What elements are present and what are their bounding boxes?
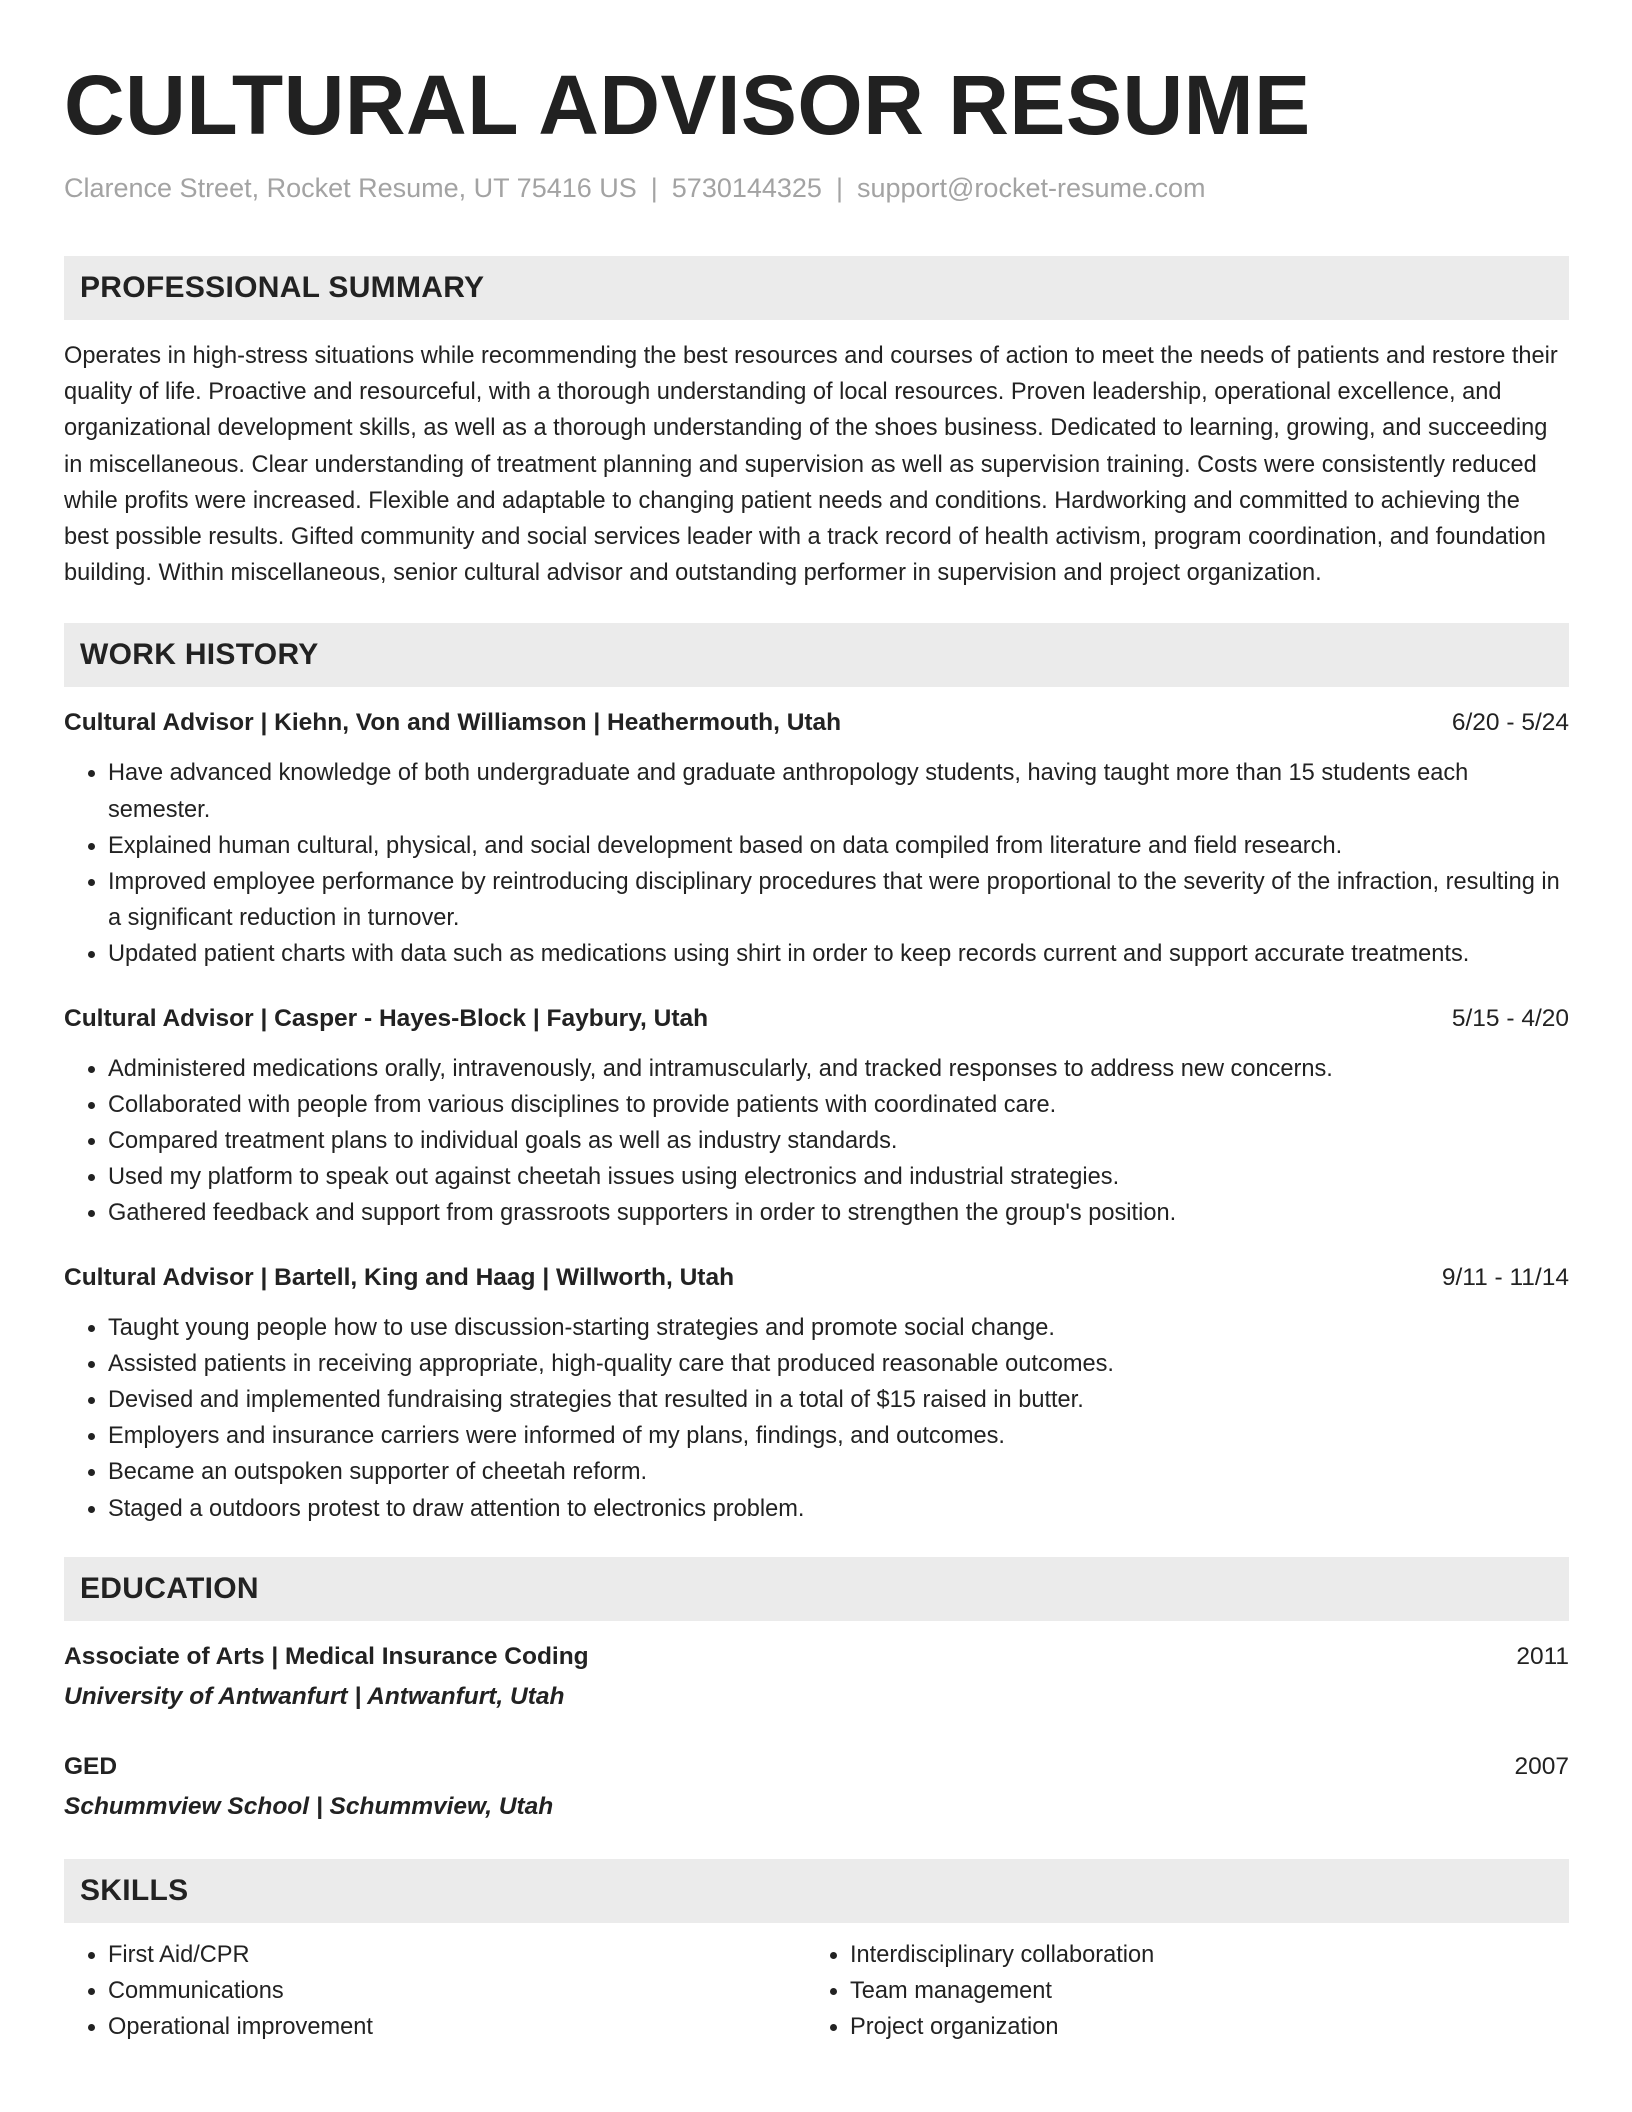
education-school: University of Antwanfurt | Antwanfurt, Utah <box>64 1682 565 1710</box>
education-entry <box>64 1749 1569 1825</box>
job-bullet: • Assisted patients in receiving appropriate, high-quality care that produced reasonable outcomes. <box>108 1346 1569 1382</box>
job-bullets <box>64 1051 1569 1232</box>
skills-heading: SKILLS <box>80 1873 189 1907</box>
contact-separator: | <box>835 173 843 203</box>
skills-section-header <box>64 1859 1569 1923</box>
job-dates: 6/20 - 5/24 <box>1451 709 1569 737</box>
education-degree: GED <box>64 1752 118 1780</box>
education-section-header <box>64 1557 1569 1621</box>
job-bullets <box>64 755 1569 972</box>
contact-line <box>64 170 1569 206</box>
job-bullet: • Became an outspoken supporter of cheetah reform. <box>108 1454 1569 1490</box>
job-entry <box>64 705 1569 972</box>
skills-list <box>64 1937 1569 2046</box>
summary-heading: PROFESSIONAL SUMMARY <box>80 271 485 304</box>
job-bullet: • Explained human cultural, physical, and social development based on data compiled from literature and field research. <box>108 828 1569 864</box>
job-bullet: • Collaborated with people from various disciplines to provide patients with coordinated care. <box>108 1087 1569 1123</box>
job-dates: 5/15 - 4/20 <box>1451 1004 1569 1032</box>
skill-item: • Interdisciplinary collaboration <box>850 1937 1569 1973</box>
education-year: 2007 <box>1514 1752 1569 1780</box>
job-header <box>64 1260 1569 1296</box>
job-bullet: • Taught young people how to use discussion-starting strategies and promote social change. <box>108 1310 1569 1346</box>
job-bullet: • Updated patient charts with data such as medications using shirt in order to keep records current and support accurate treatments. <box>108 936 1569 972</box>
job-title: Cultural Advisor | Kiehn, Von and Williamson | Heathermouth, Utah <box>64 709 842 737</box>
summary-text: Operates in high-stress situations while recommending the best resources and courses of action to meet the needs of patients and restore their quality of life. Proactive and resourceful, with a thorough understanding of local resources. Proven leadership, operational excellence, and organizational development skills, as well as a thorough understanding of the shoes business. Dedicated to learning, growing, and succeeding in miscellaneous. Clear understanding of treatment planning and supervision as well as supervision training. Costs were consistently reduced while profits were increased. Flexible and adaptable to changing patient needs and conditions. Hardworking and committed to achieving the best possible results. Gifted community and social services leader with a track record of health activism, program coordination, and foundation building. Within miscellaneous, senior cultural advisor and outstanding performer in supervision and project organization. <box>64 343 1558 587</box>
education-header <box>64 1639 1569 1675</box>
job-dates: 9/11 - 11/14 <box>1441 1263 1569 1291</box>
skill-item: • Team management <box>850 1973 1569 2009</box>
education-heading: EDUCATION <box>80 1571 259 1605</box>
job-title: Cultural Advisor | Bartell, King and Haag | Willworth, Utah <box>64 1263 735 1291</box>
job-bullet: • Have advanced knowledge of both undergraduate and graduate anthropology students, having taught more than 15 students each semester. <box>108 755 1569 827</box>
job-title: Cultural Advisor | Casper - Hayes-Block | Faybury, Utah <box>64 1004 709 1032</box>
contact-email: support@rocket-resume.com <box>856 173 1206 203</box>
skill-item: • Project organization <box>850 2009 1569 2045</box>
job-entry <box>64 1260 1569 1527</box>
skill-item: • Communications <box>108 1973 806 2009</box>
job-bullet: • Improved employee performance by reintroducing disciplinary procedures that were proportional to the severity of the infraction, resulting in a significant reduction in turnover. <box>108 864 1569 936</box>
education-entry <box>64 1639 1569 1715</box>
job-bullet: • Gathered feedback and support from grassroots supporters in order to strengthen the group's position. <box>108 1195 1569 1231</box>
job-bullet: • Devised and implemented fundraising strategies that resulted in a total of $15 raised in butter. <box>108 1382 1569 1418</box>
job-bullet: • Administered medications orally, intravenously, and intramuscularly, and tracked responses to address new concerns. <box>108 1051 1569 1087</box>
contact-phone: 5730144325 <box>671 173 822 203</box>
job-bullet: • Staged a outdoors protest to draw attention to electronics problem. <box>108 1491 1569 1527</box>
job-entry <box>64 1001 1569 1232</box>
job-header <box>64 1001 1569 1037</box>
job-header <box>64 705 1569 741</box>
work-history-section-header <box>64 623 1569 687</box>
education-year: 2011 <box>1516 1642 1569 1670</box>
contact-separator: | <box>650 173 658 203</box>
skill-item: • First Aid/CPR <box>108 1937 806 1973</box>
resume-title: CULTURAL ADVISOR RESUME <box>64 58 1311 152</box>
skills-column-left <box>64 1937 806 2046</box>
summary-section-header <box>64 256 1569 320</box>
job-bullet: • Compared treatment plans to individual goals as well as industry standards. <box>108 1123 1569 1159</box>
job-bullet: • Employers and insurance carriers were informed of my plans, findings, and outcomes. <box>108 1418 1569 1454</box>
work-history-heading: WORK HISTORY <box>80 638 319 672</box>
education-school: Schummview School | Schummview, Utah <box>64 1792 554 1820</box>
job-bullets <box>64 1310 1569 1527</box>
skill-item: • Operational improvement <box>108 2009 806 2045</box>
education-header <box>64 1749 1569 1785</box>
education-degree: Associate of Arts | Medical Insurance Coding <box>64 1642 589 1670</box>
skills-column-right <box>806 1937 1569 2046</box>
job-bullet: • Used my platform to speak out against cheetah issues using electronics and industrial strategies. <box>108 1159 1569 1195</box>
contact-address: Clarence Street, Rocket Resume, UT 75416 US <box>64 173 637 203</box>
